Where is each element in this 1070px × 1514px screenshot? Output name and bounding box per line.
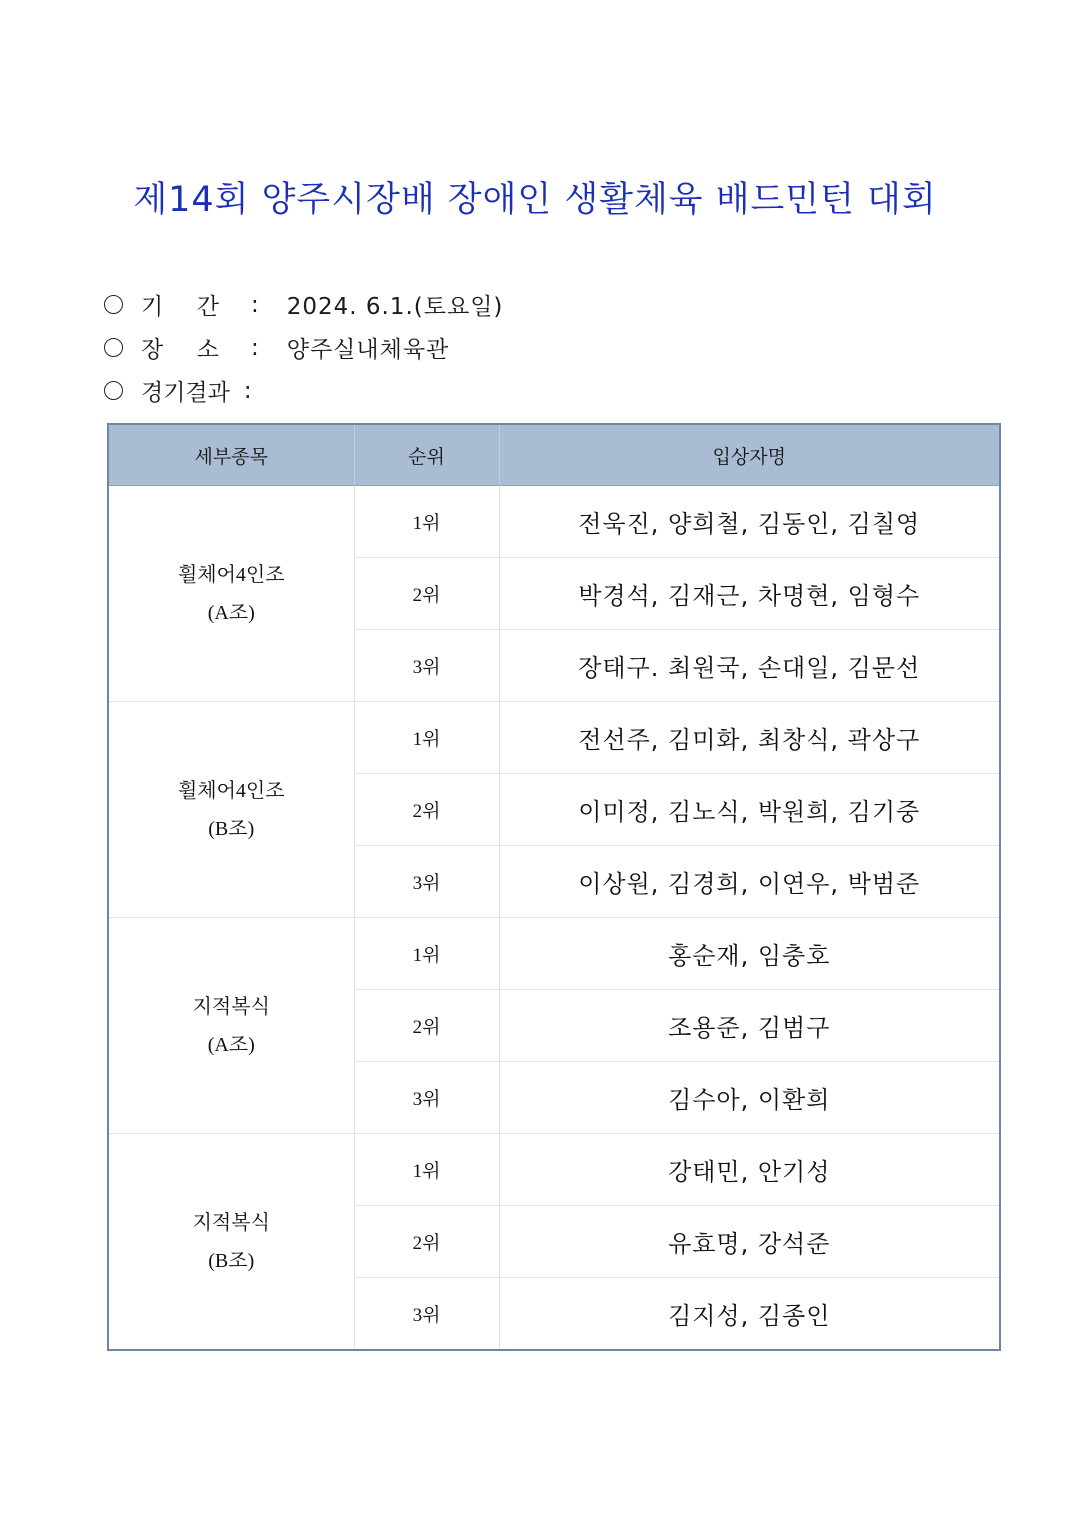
rank-cell: 3위 [354,630,499,702]
results-label: 경기결과 [141,380,230,406]
winners-cell: 전선주, 김미화, 최창식, 곽상구 [499,702,1000,774]
rank-cell: 1위 [354,486,499,558]
winners-cell: 전욱진, 양희철, 김동인, 김칠영 [499,486,1000,558]
place-colon: : [251,334,259,361]
winners-cell: 강태민, 안기성 [499,1134,1000,1206]
winners-cell: 조용준, 김범구 [499,990,1000,1062]
rank-cell: 3위 [354,1062,499,1134]
info-period [104,283,964,326]
category-cell [108,918,354,1134]
info-place [104,326,964,369]
category-cell [108,486,354,702]
circle-bullet-icon [104,295,123,314]
period-colon: : [251,291,259,318]
table-row [108,702,1000,774]
document-title: 제14회 양주시장배 장애인 생활체육 배드민턴 대회 [133,180,937,220]
place-label [141,331,219,364]
winners-cell: 이미정, 김노식, 박원희, 김기중 [499,774,1000,846]
header-rank: 순위 [354,424,499,486]
category-name: 지적복식 [192,1211,270,1234]
rank-cell: 2위 [354,774,499,846]
winners-cell: 홍순재, 임충호 [499,918,1000,990]
winners-cell: 장태구. 최원국, 손대일, 김문선 [499,630,1000,702]
rank-cell: 1위 [354,1134,499,1206]
category-name: 휠체어4인조 [177,779,285,802]
header-winners: 입상자명 [499,424,1000,486]
winners-cell: 이상원, 김경희, 이연우, 박범준 [499,846,1000,918]
rank-cell: 2위 [354,990,499,1062]
category-cell [108,1134,354,1351]
info-list [104,283,964,412]
table-row [108,486,1000,558]
winners-cell: 김지성, 김종인 [499,1278,1000,1351]
winners-cell: 유효명, 강석준 [499,1206,1000,1278]
circle-bullet-icon [104,338,123,357]
category-cell [108,702,354,918]
table-header-row [108,424,1000,486]
place-label-char-1: 장 [141,337,164,363]
rank-cell: 3위 [354,1278,499,1351]
table-row [108,1134,1000,1206]
table-row [108,918,1000,990]
category-name: 휠체어4인조 [177,563,285,586]
period-value: 2024. 6.1.(토요일) [286,294,504,320]
period-label [141,288,219,321]
place-label-char-2: 소 [196,337,219,363]
rank-cell: 1위 [354,918,499,990]
results-body [108,486,1000,1351]
category-group: (B조) [208,1249,255,1272]
period-label-char-2: 간 [196,294,219,320]
place-value: 양주실내체육관 [286,337,450,363]
category-group: (A조) [207,1033,255,1056]
info-results [104,369,964,412]
category-name: 지적복식 [192,995,270,1018]
winners-cell: 박경석, 김재근, 차명현, 임형수 [499,558,1000,630]
results-table [107,423,1001,1351]
category-group: (B조) [208,817,255,840]
rank-cell: 1위 [354,702,499,774]
rank-cell: 2위 [354,1206,499,1278]
results-colon: : [243,377,252,404]
rank-cell: 3위 [354,846,499,918]
period-label-char-1: 기 [141,294,164,320]
rank-cell: 2위 [354,558,499,630]
header-category: 세부종목 [108,424,354,486]
circle-bullet-icon [104,381,123,400]
category-group: (A조) [207,601,255,624]
winners-cell: 김수아, 이환희 [499,1062,1000,1134]
